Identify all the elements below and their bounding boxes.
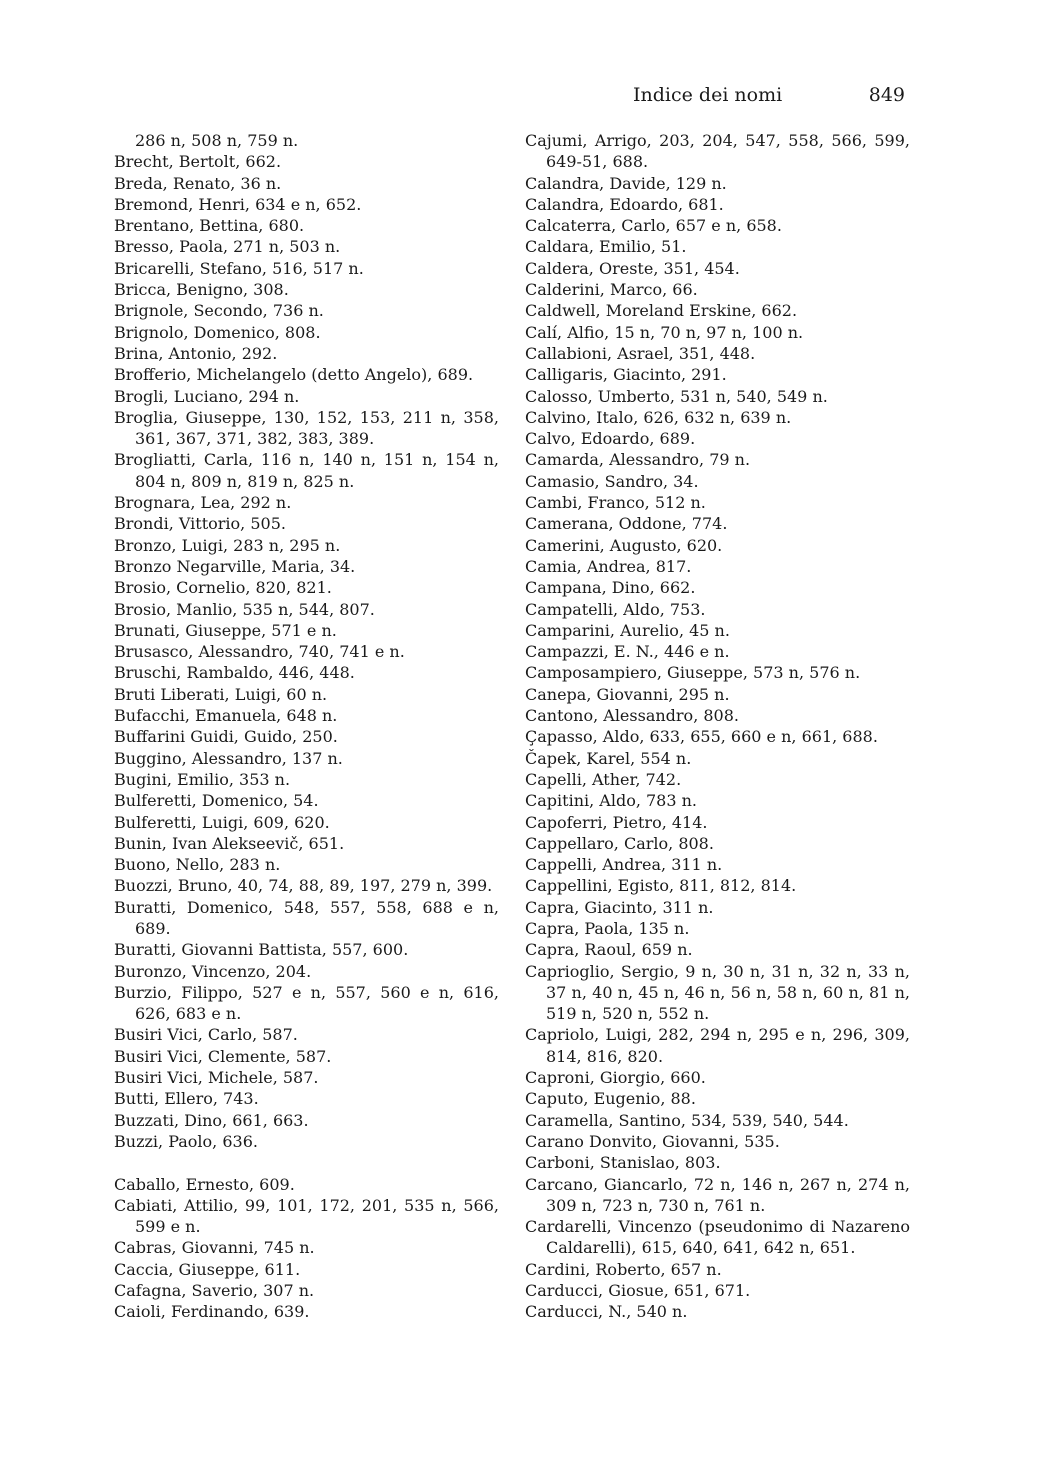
index-entry: Bufacchi, Emanuela, 648 n. [114, 706, 338, 726]
index-entry: Caldera, Oreste, 351, 454. [525, 258, 740, 278]
index-entry: Bruti Liberati, Luigi, 60 n. [114, 684, 328, 704]
index-entry: 286 n, 508 n, 759 n. [135, 131, 299, 150]
index-entry: Calvo, Edoardo, 689. [525, 429, 696, 449]
index-entry: Čapek, Karel, 554 n. [525, 748, 692, 768]
index-entry: Bugini, Emilio, 353 n. [114, 769, 291, 789]
index-entry: Caccia, Giuseppe, 611. [114, 1259, 301, 1279]
index-entry: Campana, Dino, 662. [525, 578, 696, 598]
index-entry: Cabras, Giovanni, 745 n. [114, 1238, 315, 1258]
index-entry: Butti, Ellero, 743. [114, 1089, 259, 1109]
index-entry: Buratti, Giovanni Battista, 557, 600. [114, 940, 409, 960]
index-entry: Cardini, Roberto, 657 n. [525, 1259, 722, 1279]
index-entry: Calderini, Marco, 66. [525, 280, 698, 300]
index-entry: Camparini, Aurelio, 45 n. [525, 620, 730, 640]
index-entry: Brondi, Vittorio, 505. [114, 514, 286, 534]
index-entry: Bulferetti, Luigi, 609, 620. [114, 812, 330, 832]
index-entry: Caballo, Ernesto, 609. [114, 1174, 295, 1194]
running-header [633, 84, 905, 114]
index-entry: Bresso, Paola, 271 n, 503 n. [114, 237, 341, 257]
index-entry: Cantono, Alessandro, 808. [525, 706, 739, 726]
index-entry: Callabioni, Asrael, 351, 448. [525, 343, 756, 363]
index-entry: Calandra, Davide, 129 n. [525, 173, 727, 193]
header-title: Indice dei nomi [633, 84, 783, 106]
index-entry: Brecht, Bertolt, 662. [114, 152, 282, 172]
index-entry: Capriolo, Luigi, 282, 294 n, 295 e n, 296, 309, 814, 816, 820. [525, 1025, 910, 1066]
index-entry: Bronzo, Luigi, 283 n, 295 n. [114, 535, 341, 555]
index-entry: Carboni, Stanislao, 803. [525, 1153, 721, 1173]
page-number: 849 [868, 84, 905, 106]
index-entry: Brentano, Bettina, 680. [114, 216, 305, 236]
index-entry: Capoferri, Pietro, 414. [525, 812, 708, 832]
index-entry: Calosso, Umberto, 531 n, 540, 549 n. [525, 386, 828, 406]
index-entry: Busiri Vici, Carlo, 587. [114, 1025, 298, 1045]
index-entry: Capelli, Ather, 742. [525, 769, 682, 789]
index-entry: Brignole, Secondo, 736 n. [114, 301, 324, 321]
index-entry: Bricarelli, Stefano, 516, 517 n. [114, 258, 364, 278]
index-entry: Bulferetti, Domenico, 54. [114, 791, 319, 811]
index-entry: Brunati, Giuseppe, 571 e n. [114, 620, 337, 640]
index-entry: Brognara, Lea, 292 n. [114, 493, 292, 513]
index-entry: Capitini, Aldo, 783 n. [525, 791, 698, 811]
index-entry: Caioli, Ferdinando, 639. [114, 1302, 310, 1322]
index-entry: Cardarelli, Vincenzo (pseudonimo di Nazareno Caldarelli), 615, 640, 641, 642 n, 651. [525, 1217, 910, 1258]
index-entry: Brosio, Manlio, 535 n, 544, 807. [114, 599, 375, 619]
index-entry: Cappellini, Egisto, 811, 812, 814. [525, 876, 797, 896]
index-entry: Cajumi, Arrigo, 203, 204, 547, 558, 566, 599, 649-51, 688. [525, 131, 910, 172]
index-entry: Buratti, Domenico, 548, 557, 558, 688 e n, 689. [114, 897, 499, 938]
index-entry: Cabiati, Attilio, 99, 101, 172, 201, 535 n, 566, 599 e n. [114, 1195, 499, 1237]
index-entry: Capra, Raoul, 659 n. [525, 940, 693, 960]
index-entry: Calandra, Edoardo, 681. [525, 194, 724, 214]
index-entry: Bremond, Henri, 634 e n, 652. [114, 194, 362, 214]
index-entry: Carducci, N., 540 n. [525, 1302, 688, 1322]
index-entry: Calligaris, Giacinto, 291. [525, 365, 727, 385]
index-entry: Bricca, Benigno, 308. [114, 280, 289, 300]
index-entry: Buzzati, Dino, 661, 663. [114, 1110, 309, 1130]
index-entry: Caputo, Eugenio, 88. [525, 1089, 696, 1109]
index-entry: Buronzo, Vincenzo, 204. [114, 961, 312, 981]
index-entry: Campatelli, Aldo, 753. [525, 599, 706, 619]
index-entry: Buggino, Alessandro, 137 n. [114, 748, 343, 768]
index-entry: Caproni, Giorgio, 660. [525, 1068, 706, 1088]
index-entry: Bronzo Negarville, Maria, 34. [114, 556, 356, 576]
index-entry: Carano Donvito, Giovanni, 535. [525, 1131, 780, 1151]
index-entry: Brina, Antonio, 292. [114, 343, 278, 363]
index-entry: Buzzi, Paolo, 636. [114, 1131, 258, 1151]
index-entry: Cappelli, Andrea, 311 n. [525, 855, 723, 875]
index-entry: Brignolo, Domenico, 808. [114, 322, 321, 342]
index-entry: Buono, Nello, 283 n. [114, 855, 281, 875]
index-entry: Caldara, Emilio, 51. [525, 237, 687, 257]
index-entry: Brusasco, Alessandro, 740, 741 e n. [114, 642, 405, 662]
index-entry: Carducci, Giosue, 651, 671. [525, 1281, 751, 1301]
index-entry: Canepa, Giovanni, 295 n. [525, 684, 730, 704]
index-entry: Bunin, Ivan Alekseevič, 651. [114, 833, 345, 853]
index-entry: Brofferio, Michelangelo (detto Angelo), 689. [114, 365, 474, 385]
index-column-left [114, 130, 499, 1323]
index-entry: Camposampiero, Giuseppe, 573 n, 576 n. [525, 663, 861, 683]
index-entry: Burzio, Filippo, 527 e n, 557, 560 e n, 616, 626, 683 e n. [114, 982, 499, 1024]
index-entry: Calcaterra, Carlo, 657 e n, 658. [525, 216, 782, 236]
index-entry: Camerana, Oddone, 774. [525, 514, 728, 534]
index-entry: Capra, Paola, 135 n. [525, 918, 690, 938]
index-entry: Breda, Renato, 36 n. [114, 173, 282, 193]
index-entry: Busiri Vici, Michele, 587. [114, 1068, 319, 1088]
section-gap [114, 1152, 499, 1173]
index-entry: Bruschi, Rambaldo, 446, 448. [114, 663, 355, 683]
index-entry: Brogli, Luciano, 294 n. [114, 386, 300, 406]
index-entry: Caprioglio, Sergio, 9 n, 30 n, 31 n, 32 n, 33 n, 37 n, 40 n, 45 n, 46 n, 56 n, 58 n, 60 n, 81 n, 519 n, 520 n, 552 n. [525, 961, 910, 1024]
index-entry: Camerini, Augusto, 620. [525, 535, 723, 555]
index-entry: Campazzi, E. N., 446 e n. [525, 642, 730, 662]
index-entry: Camasio, Sandro, 34. [525, 471, 699, 491]
index-column-right [525, 130, 910, 1323]
index-entry: Brogliatti, Carla, 116 n, 140 n, 151 n, 154 n, 804 n, 809 n, 819 n, 825 n. [114, 450, 499, 491]
index-entry: Brosio, Cornelio, 820, 821. [114, 578, 332, 598]
index-entry: Cappellaro, Carlo, 808. [525, 833, 714, 853]
index-entry: Busiri Vici, Clemente, 587. [114, 1046, 332, 1066]
index-entry: Cafagna, Saverio, 307 n. [114, 1281, 315, 1301]
index-entry: Calvino, Italo, 626, 632 n, 639 n. [525, 407, 792, 427]
index-entry: Broglia, Giuseppe, 130, 152, 153, 211 n, 358, 361, 367, 371, 382, 383, 389. [114, 407, 499, 449]
index-entry: Çapasso, Aldo, 633, 655, 660 e n, 661, 688. [525, 727, 878, 747]
index-entry: Buffarini Guidi, Guido, 250. [114, 727, 338, 747]
index-entry: Camia, Andrea, 817. [525, 556, 692, 576]
index-entry: Capra, Giacinto, 311 n. [525, 897, 714, 917]
index-entry: Caramella, Santino, 534, 539, 540, 544. [525, 1110, 849, 1130]
index-entry: Buozzi, Bruno, 40, 74, 88, 89, 197, 279 n, 399. [114, 876, 493, 896]
index-entry: Camarda, Alessandro, 79 n. [525, 450, 751, 470]
index-entry: Calí, Alfio, 15 n, 70 n, 97 n, 100 n. [525, 322, 804, 342]
index-entry: Carcano, Giancarlo, 72 n, 146 n, 267 n, 274 n, 309 n, 723 n, 730 n, 761 n. [525, 1174, 910, 1215]
index-entry: Caldwell, Moreland Erskine, 662. [525, 301, 798, 321]
index-entry: Cambi, Franco, 512 n. [525, 493, 706, 513]
